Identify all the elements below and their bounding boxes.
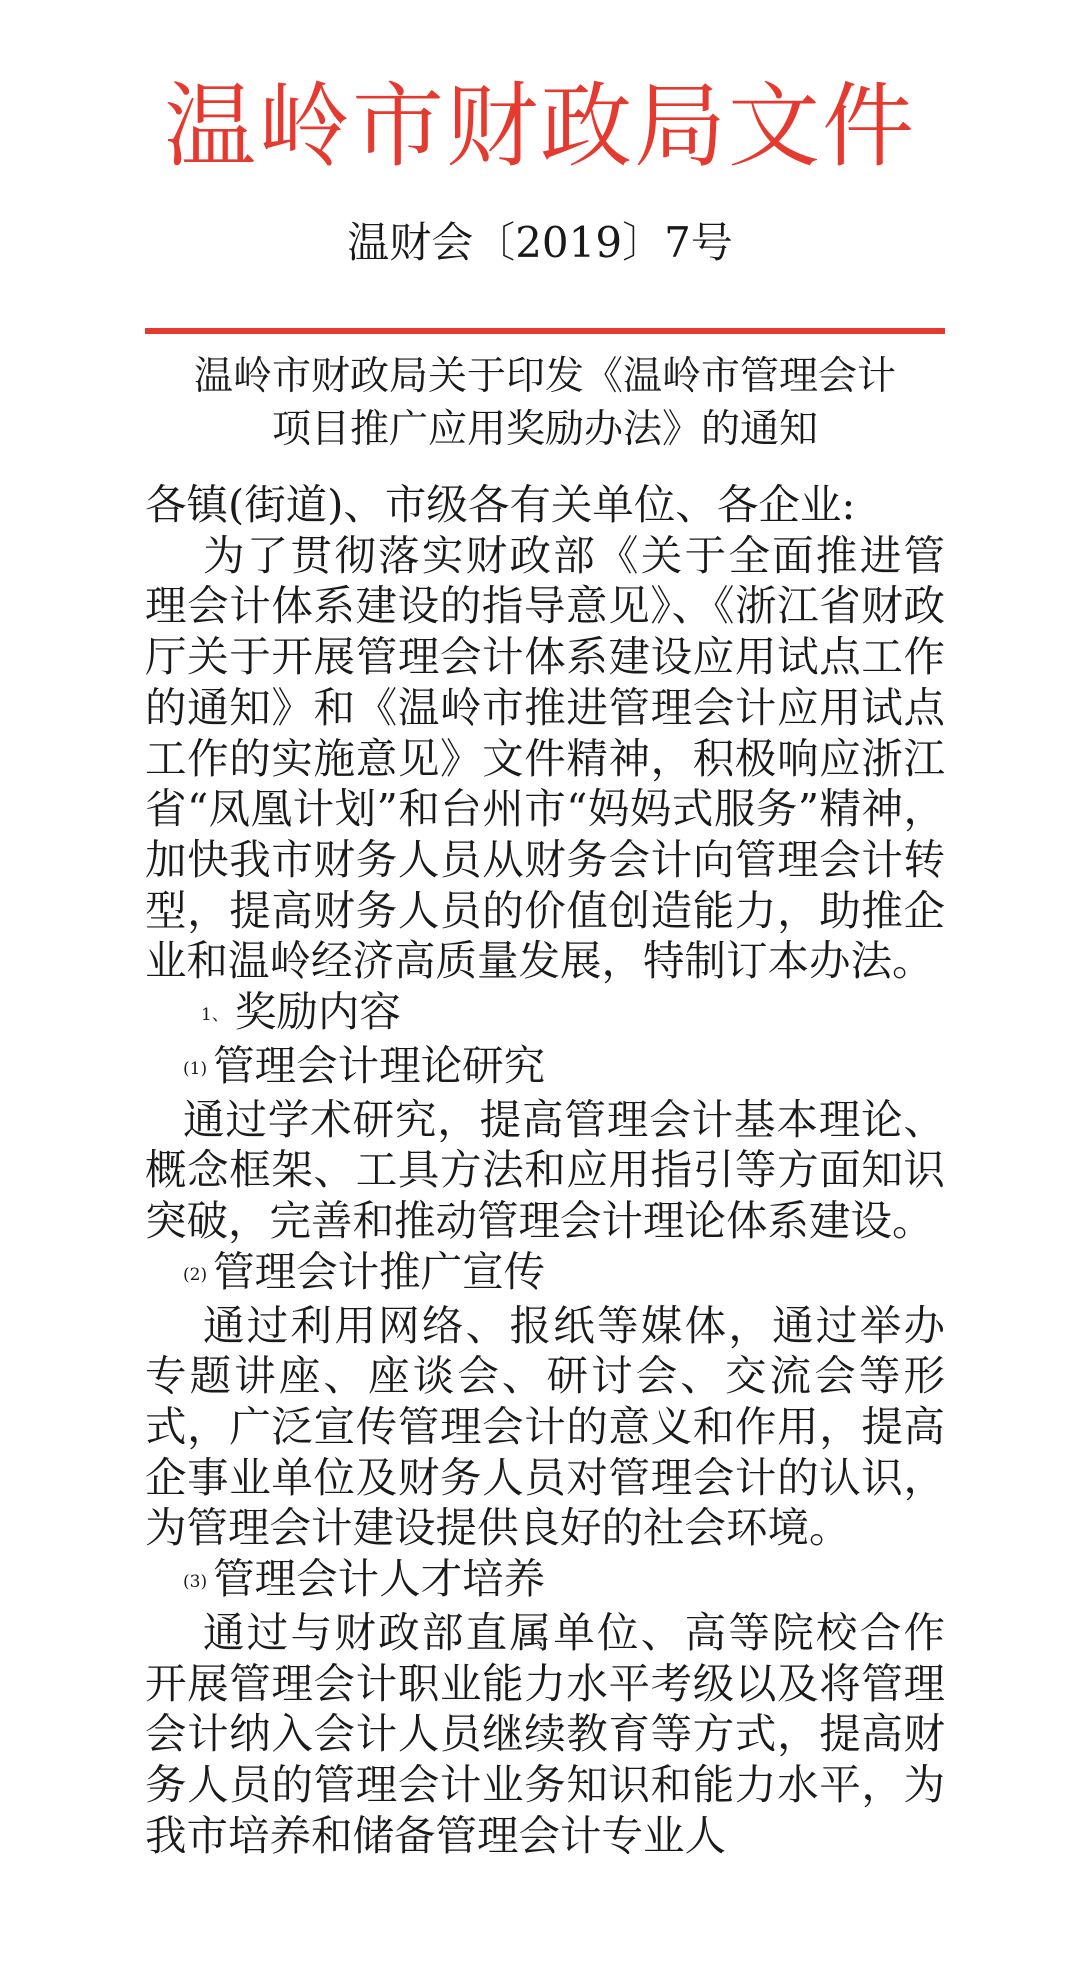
document-header-title: 温岭市财政局文件: [163, 73, 916, 180]
item-heading: [145, 1247, 945, 1301]
section-heading: [145, 987, 945, 1041]
notice-title: [145, 350, 945, 456]
document-number: 温财会〔2019〕7号: [347, 218, 733, 267]
notice-title-line: 温岭市财政局关于印发《温岭市管理会计: [193, 354, 896, 399]
section-number: 1、: [201, 1005, 229, 1026]
section-title: 奖励内容: [234, 987, 401, 1037]
item-paragraph: 通过与财政部直属单位、高等院校合作开展管理会计职业能力水平考级以及将管理会计纳入会计人员继续教育等方式，提高财务人员的管理会计业务知识和能力水平，为我市培养和储备管理会计专业人: [145, 1608, 945, 1860]
salutation: 各镇(街道)、市级各有关单位、各企业:: [145, 480, 856, 529]
item-paragraph: 通过学术研究，提高管理会计基本理论、概念框架、工具方法和应用指引等方面知识突破，完善和推动管理会计理论体系建设。: [145, 1094, 945, 1246]
item-title: 管理会计推广宣传: [213, 1246, 546, 1296]
item-title: 管理会计人才培养: [213, 1554, 546, 1604]
intro-paragraph: 为了贯彻落实财政部《关于全面推进管理会计体系建设的指导意见》、《浙江省财政厅关于开展管理会计体系建设应用试点工作的通知》和《温岭市推进管理会计应用试点工作的实施意见》文件精神，积极响应浙江省“凤凰计划”和台州市“妈妈式服务”精神，加快我市财务人员从财务会计向管理会计转型，提高财务人员的价值创造能力，助推企业和温岭经济高质量发展，特制订本办法。: [145, 530, 945, 986]
document-body: [145, 480, 945, 1862]
item-number: (1): [183, 1059, 208, 1080]
notice-title-line: 项目推广应用奖励办法》的通知: [271, 407, 818, 452]
item-number: (2): [183, 1264, 208, 1285]
item-title: 管理会计理论研究: [213, 1040, 546, 1090]
item-paragraph: 通过利用网络、报纸等媒体，通过举办专题讲座、座谈会、研讨会、交流会等形式，广泛宣传管理会计的意义和作用，提高企事业单位及财务人员对管理会计的认识，为管理会计建设提供良好的社会环境。: [145, 1300, 945, 1553]
item-number: (3): [183, 1572, 208, 1593]
red-divider-line: [145, 328, 945, 334]
item-heading: [145, 1041, 945, 1095]
item-heading: [145, 1554, 945, 1608]
